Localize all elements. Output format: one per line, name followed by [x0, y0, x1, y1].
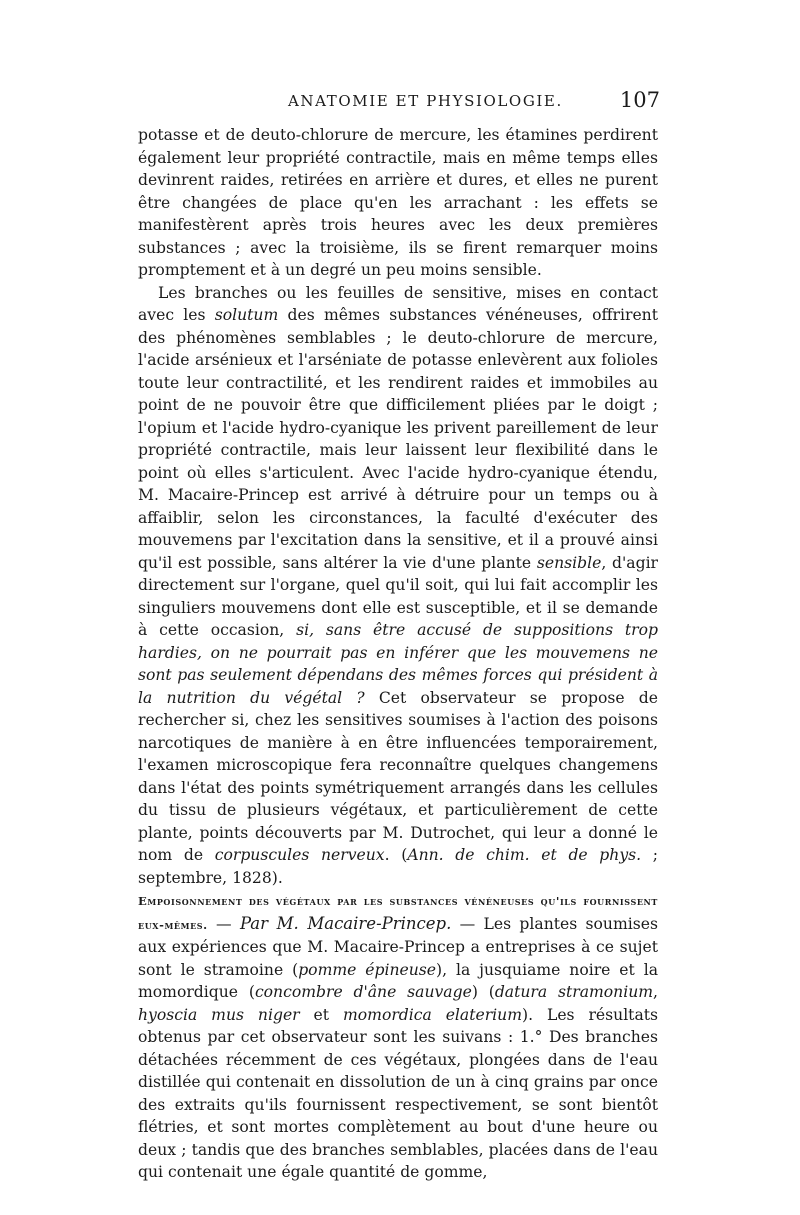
text-run: des mêmes substances vénéneuses, offrirent des phénomènes semblables ; le deuto-chlorure de mercure, l'acide arsénieux et l'arséniate de potasse enlevèrent aux folioles toute leur contractilité, et les rendirent raides et immobiles au point de ne pouvoir être que difficilement pliées par le doigt ; l'opium et l'acide hydro-cyanique les privent pareillement de leur propriété contractile, mais leur laissent leur flexibilité dans le point où elles s'articulent. Avec l'acide hydro-cyanique étendu, M. Macaire-Princep est arrivé à détruire pour un temps ou à affaiblir, selon les circonstances, la faculté d'exécuter des mouvemens par l'excitation dans la sensitive, et il a prouvé ainsi qu'il est possible, sans altérer la vie d'une plante — [138, 306, 658, 572]
text-run: Les branches ou les feuilles de sensitive, mises en contact avec les — [138, 283, 658, 324]
text-run: et — [299, 1005, 343, 1024]
citation: Ann. de chim. et de phys. — [407, 846, 642, 864]
book-page — [138, 90, 658, 1184]
paragraph-sensitive — [138, 282, 658, 890]
text-block — [138, 124, 658, 1184]
text-run: ) ( — [471, 983, 495, 1001]
dash: — — [451, 914, 484, 933]
text-run: ). Les résultats obtenus par cet observateur sont les suivans : 1.° Des branches détachées récemment de ces végétaux, plongées dans de l'eau distillée qui contenait en dissolution de un à cinq grains par once des extraits qu'ils fournissent respectivement, se sont bientôt flétries, et sont mortes complètement au bout d'une heure ou deux ; tandis que des branches semblables, placées dans de l'eau qui contenait une égale quantité de gomme, — [138, 1005, 659, 1181]
italic-term: corpuscules nerveux — [214, 846, 385, 864]
text-run: , — [653, 983, 658, 1001]
dash: — — [207, 914, 240, 933]
text-run: ), la jusquiame noire et la momordique ( — [138, 960, 658, 1001]
italic-term: datura stramonium — [494, 983, 654, 1001]
running-head — [138, 90, 658, 124]
section-author: Par M. Macaire-Princep. — [239, 913, 452, 933]
paragraph-continued: potasse et de deuto-chlorure de mercure, les étamines perdirent également leur propriété contractile, mais en même temps elles devinrent raides, retirées en arrière et dures, et elles ne purent être changées de place qu'en les arrachant : les effets se manifestèrent après trois heures avec les deux premières substances ; avec la troisième, ils se firent remarquer moins promptement et à un degré un peu moins sensible. — [138, 126, 658, 279]
italic-question: si, sans être accusé de suppositions trop hardies, on ne pourrait pas en inférer que les mouvemens ne sont pas seulement dépendans des mêmes forces qui président à la nutrition du végétal ? — [138, 621, 659, 707]
italic-term: pomme épineuse — [298, 960, 437, 979]
text-run: . ( — [384, 846, 408, 864]
running-title: ANATOMIE ET PHYSIOLOGIE. — [288, 92, 563, 110]
page-number: 107 — [619, 88, 660, 112]
section-heading: Empoisonnement des végétaux par les substances vénéneuses qu'ils fournissent eux-mêmes. — [138, 894, 658, 932]
italic-term: solutum — [214, 306, 279, 324]
italic-term: momordica elaterium — [342, 1005, 522, 1024]
italic-term: sensible — [536, 553, 602, 572]
italic-term: hyoscia mus niger — [138, 1005, 300, 1024]
italic-term: concombre d'âne sauvage — [254, 983, 472, 1001]
text-run: Cet observateur se propose de rechercher si, chez les sensitives soumises à l'action des poisons narcotiques de manière à en être influencées temporairement, l'examen microscopique fera reconnaître quelques changemens dans l'état des points symétriquement arrangés dans les cellules du tissu de plusieurs végétaux, et particulièrement de cette plante, points découverts par M. Dutrochet, qui leur a donné le nom de — [138, 688, 659, 864]
text-run: Les plantes soumises aux expériences que M. Macaire-Princep a entreprises à ce sujet sont le stramoine ( — [138, 914, 658, 979]
text-run: , d'agir directement sur l'organe, quel qu'il soit, qui lui fait accomplir les singuliers mouvemens dont elle est susceptible, et il se demande à cette occasion, — [138, 553, 659, 639]
text-run: ; septembre, 1828). — [138, 846, 659, 887]
paragraph-empoisonnement — [138, 889, 658, 1184]
